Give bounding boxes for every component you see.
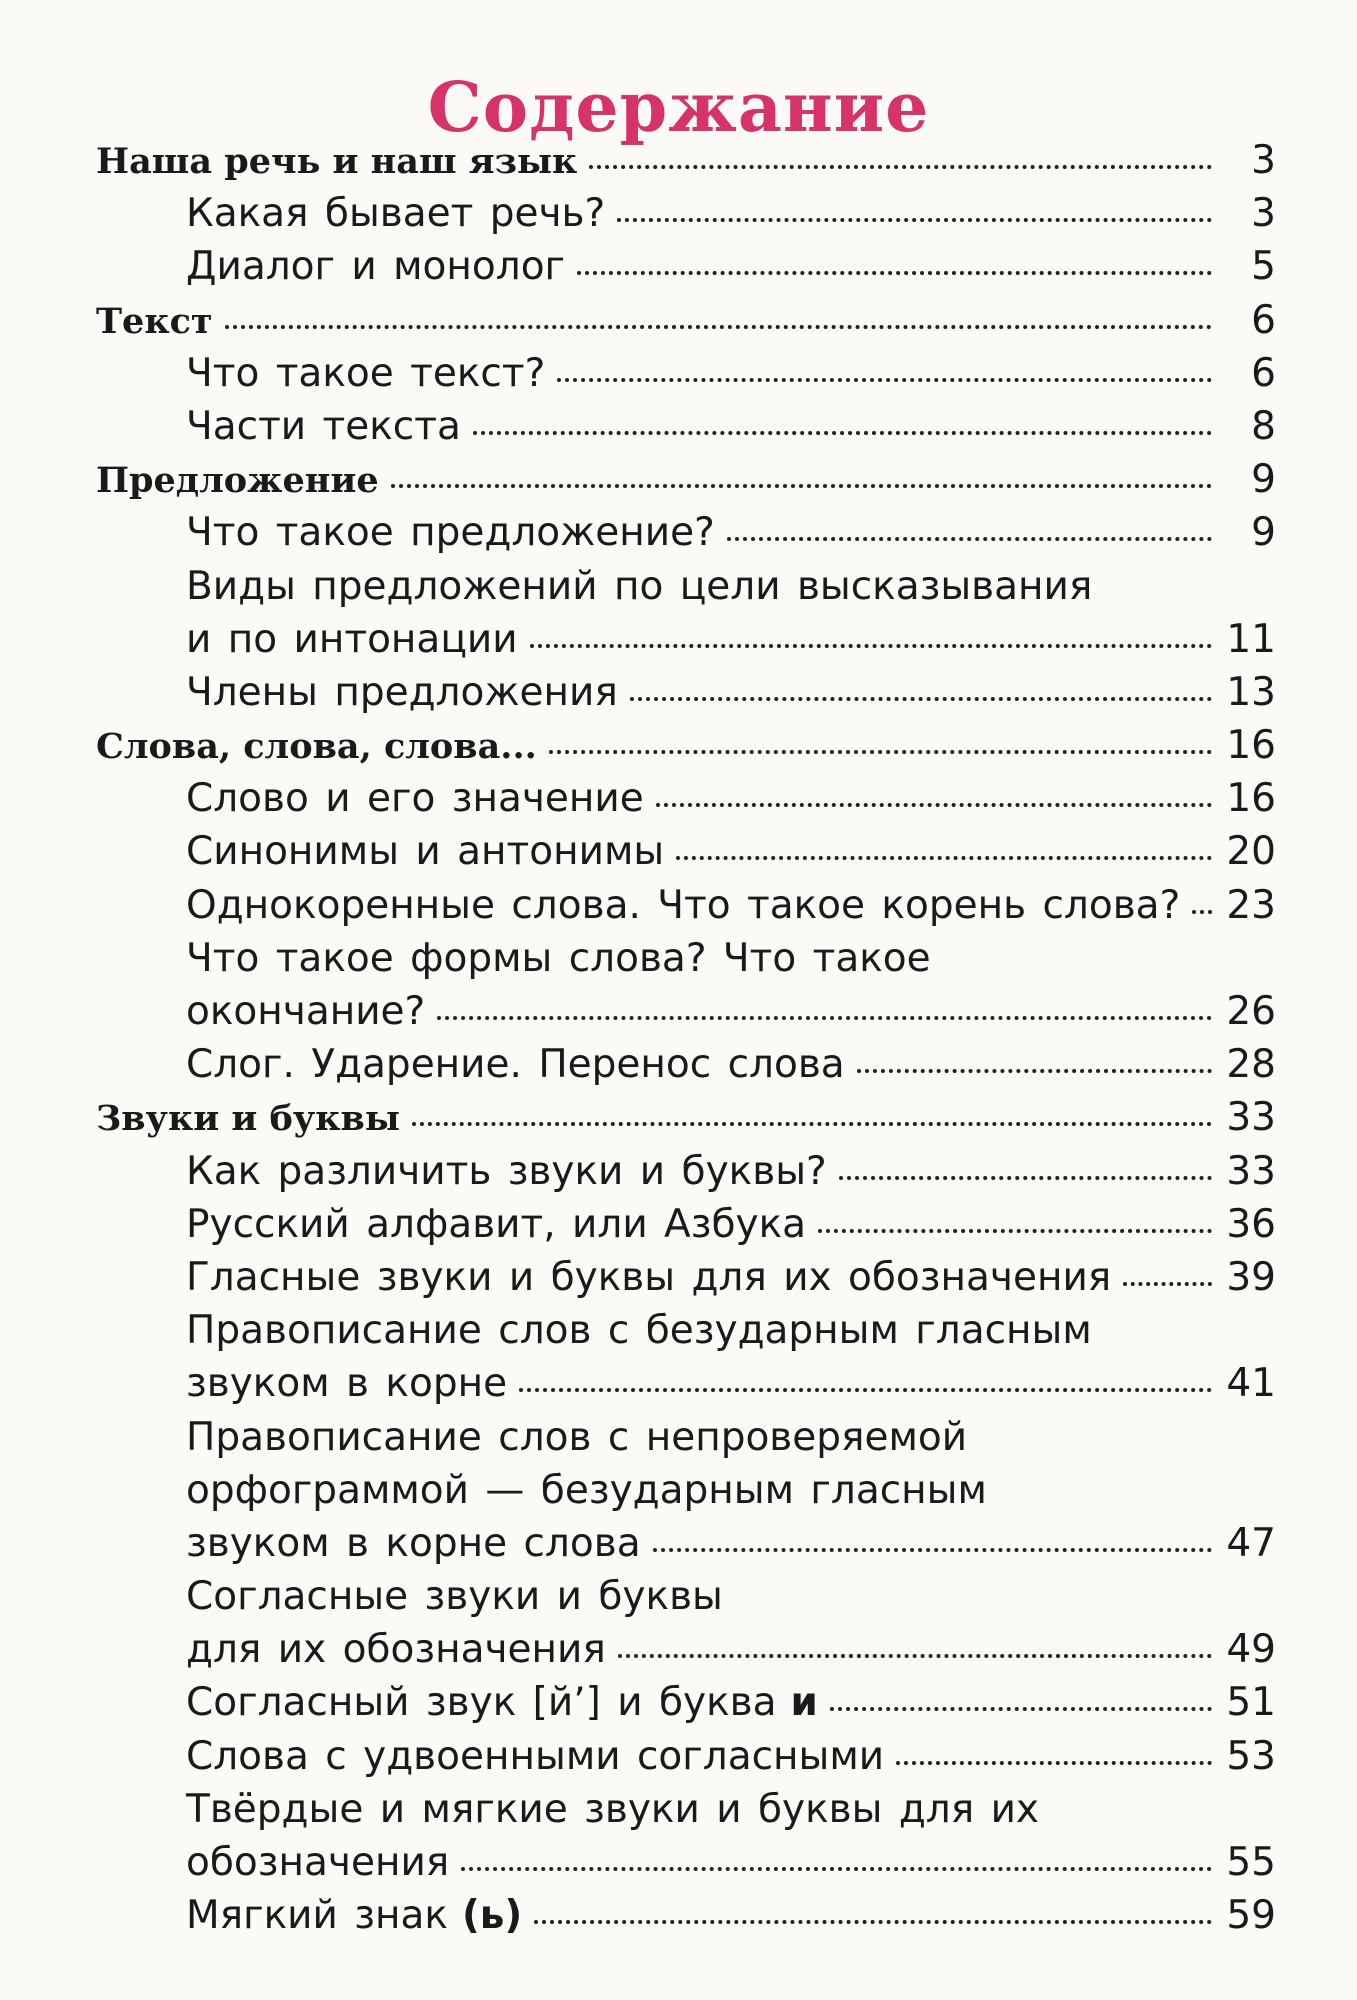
toc-page-number: 53	[1226, 1733, 1276, 1779]
dot-leader	[839, 1166, 1212, 1180]
toc-subsection-entry	[96, 1251, 1276, 1304]
toc-page-number: 28	[1226, 1042, 1276, 1088]
toc-entry-title: Слово и его значение	[186, 776, 644, 822]
toc-entry-title: Твёрдые и мягкие звуки и буквы для их	[186, 1786, 1039, 1832]
toc-entry-title: звуком в корне	[186, 1361, 508, 1407]
dot-leader	[391, 474, 1212, 488]
table-of-contents	[96, 134, 1276, 1942]
dot-leader	[896, 1751, 1212, 1765]
toc-subsection-entry	[96, 400, 1276, 453]
toc-line	[96, 879, 1276, 932]
toc-entry-title: Согласные звуки и буквы	[186, 1574, 723, 1620]
toc-line	[96, 1623, 1276, 1676]
toc-line	[96, 134, 1276, 187]
toc-entry-title: Предложение	[96, 460, 379, 502]
toc-line	[96, 400, 1276, 453]
toc-line	[96, 1464, 1276, 1517]
dot-leader	[653, 1538, 1212, 1552]
toc-page-number: 6	[1251, 350, 1276, 396]
toc-entry-title: обозначения	[186, 1840, 450, 1885]
toc-entry-title: для их обозначения	[186, 1627, 606, 1673]
dot-leader	[618, 1644, 1212, 1658]
toc-subsection-entry	[96, 240, 1276, 293]
toc-subsection-entry	[96, 1038, 1276, 1091]
toc-entry-title: Что такое формы слова? Что такое	[186, 935, 931, 981]
toc-line	[96, 985, 1276, 1038]
toc-line	[96, 347, 1276, 400]
toc-subsection-entry	[96, 1889, 1276, 1942]
dot-leader	[1192, 900, 1212, 914]
toc-entry-title: Русский алфавит, или Азбука	[186, 1201, 807, 1247]
toc-page-number: 41	[1226, 1361, 1276, 1407]
toc-entry-title: Что такое текст?	[186, 350, 546, 396]
dot-leader	[656, 793, 1212, 807]
toc-page-number: 23	[1226, 882, 1276, 928]
dot-leader	[589, 155, 1212, 169]
toc-subsection-entry	[96, 560, 1276, 666]
dot-leader	[225, 315, 1212, 329]
toc-line	[96, 1730, 1276, 1783]
toc-subsection-entry	[96, 1145, 1276, 1198]
dot-leader	[412, 1112, 1212, 1126]
dot-leader	[461, 1857, 1212, 1871]
toc-entry-title: Части текста	[186, 403, 461, 449]
toc-entry-title: Согласный звук [й’] и буква	[186, 1680, 777, 1726]
toc-page-number: 51	[1226, 1680, 1276, 1726]
toc-entry-title: Слог. Ударение. Перенос слова	[186, 1042, 845, 1088]
toc-line	[96, 1091, 1276, 1144]
toc-subsection-entry	[96, 879, 1276, 932]
toc-section-entry	[96, 719, 1276, 772]
toc-line	[96, 1570, 1276, 1623]
dot-leader	[530, 634, 1212, 648]
dot-leader	[818, 1219, 1212, 1233]
toc-subsection-entry	[96, 1570, 1276, 1676]
dot-leader	[549, 740, 1212, 754]
dot-leader	[534, 1910, 1212, 1924]
toc-line	[96, 666, 1276, 719]
toc-entry-title: и по интонации	[186, 616, 518, 662]
toc-subsection-entry	[96, 1783, 1276, 1889]
toc-line	[96, 506, 1276, 559]
dot-leader	[630, 687, 1212, 701]
toc-line	[96, 772, 1276, 825]
toc-subsection-entry	[96, 932, 1276, 1038]
dot-leader	[557, 368, 1212, 382]
toc-line	[96, 1889, 1276, 1942]
toc-page-number: 9	[1251, 510, 1276, 556]
dot-leader	[727, 527, 1212, 541]
toc-section-entry	[96, 294, 1276, 347]
toc-entry-title: Виды предложений по цели высказывания	[186, 563, 1093, 609]
toc-subsection-entry	[96, 666, 1276, 719]
toc-page-number: 11	[1226, 616, 1276, 662]
toc-subsection-entry	[96, 825, 1276, 878]
toc-page-number: 6	[1251, 297, 1276, 343]
toc-entry-title: Гласные звуки и буквы для их обозначения	[186, 1254, 1112, 1300]
toc-page-number: 3	[1251, 191, 1276, 237]
toc-page-number: 5	[1251, 244, 1276, 290]
toc-section-entry	[96, 453, 1276, 506]
toc-entry-title: Наша речь и наш язык	[96, 141, 578, 182]
toc-page-number: 36	[1226, 1201, 1276, 1247]
toc-entry-title: Звуки и буквы	[96, 1098, 400, 1140]
toc-subsection-entry	[96, 347, 1276, 400]
toc-subsection-entry	[96, 1304, 1276, 1410]
toc-page-number: 8	[1251, 403, 1276, 449]
toc-subsection-entry	[96, 506, 1276, 559]
toc-line	[96, 1517, 1276, 1570]
toc-line	[96, 932, 1276, 985]
toc-line	[96, 1783, 1276, 1836]
toc-page-number: 3	[1251, 138, 1276, 183]
toc-page-number: 59	[1226, 1893, 1276, 1939]
toc-line	[96, 1251, 1276, 1304]
toc-page-number: 33	[1226, 1148, 1276, 1194]
toc-page-number: 55	[1226, 1840, 1276, 1885]
toc-line	[96, 1198, 1276, 1251]
toc-entry-title: Правописание слов с безударным гласным	[186, 1308, 1092, 1354]
toc-line	[96, 240, 1276, 293]
toc-page-number: 16	[1226, 723, 1276, 769]
toc-entry-title: Синонимы и антонимы	[186, 829, 665, 875]
dot-leader	[1123, 1272, 1212, 1286]
toc-line	[96, 294, 1276, 347]
toc-entry-title: звуком в корне слова	[186, 1520, 641, 1566]
toc-page-number: 16	[1226, 776, 1276, 822]
toc-page-number: 13	[1226, 669, 1276, 715]
toc-section-entry	[96, 134, 1276, 187]
toc-page-number: 20	[1226, 829, 1276, 875]
toc-page-number: 26	[1226, 989, 1276, 1034]
toc-subsection-entry	[96, 772, 1276, 825]
toc-line	[96, 1676, 1276, 1729]
toc-entry-title: Мягкий знак	[186, 1893, 448, 1939]
toc-page-number: 47	[1226, 1520, 1276, 1566]
toc-line	[96, 1038, 1276, 1091]
toc-entry-title: Слова с удвоенными согласными	[186, 1733, 885, 1779]
toc-entry-title: Как различить звуки и буквы?	[186, 1148, 827, 1194]
toc-subsection-entry	[96, 1411, 1276, 1571]
dot-leader	[473, 421, 1212, 435]
toc-line	[96, 560, 1276, 613]
toc-entry-title: Какая бывает речь?	[186, 191, 606, 237]
dot-leader	[617, 208, 1212, 222]
toc-line	[96, 1357, 1276, 1410]
toc-page-number: 9	[1251, 457, 1276, 503]
dot-leader	[830, 1697, 1212, 1711]
toc-entry-bold-letter: (ь)	[461, 1893, 523, 1939]
toc-entry-title: орфограммой — безударным гласным	[186, 1467, 987, 1513]
toc-line	[96, 1836, 1276, 1889]
toc-entry-title: окончание?	[186, 989, 426, 1034]
toc-line	[96, 613, 1276, 666]
toc-section-entry	[96, 1091, 1276, 1144]
toc-subsection-entry	[96, 187, 1276, 240]
dot-leader	[857, 1059, 1212, 1073]
toc-line	[96, 719, 1276, 772]
toc-entry-title: Правописание слов с непроверяемой	[186, 1414, 968, 1460]
toc-line	[96, 1145, 1276, 1198]
toc-page-number: 49	[1226, 1627, 1276, 1673]
dot-leader	[437, 1006, 1212, 1020]
toc-entry-title: Члены предложения	[186, 669, 618, 715]
toc-line	[96, 187, 1276, 240]
toc-subsection-entry	[96, 1198, 1276, 1251]
toc-line	[96, 1411, 1276, 1464]
toc-line	[96, 453, 1276, 506]
toc-entry-title: Текст	[96, 300, 213, 342]
toc-entry-bold-letter: и	[790, 1680, 818, 1726]
page-title: Содержание	[427, 67, 930, 148]
toc-entry-title: Однокоренные слова. Что такое корень слова?	[186, 882, 1181, 928]
toc-entry-title: Диалог и монолог	[186, 244, 566, 290]
toc-entry-title: Слова, слова, слова...	[96, 726, 537, 768]
toc-page-number: 33	[1226, 1095, 1276, 1141]
toc-page-number: 39	[1226, 1254, 1276, 1300]
dot-leader	[577, 261, 1212, 275]
toc-line	[96, 1304, 1276, 1357]
toc-line	[96, 825, 1276, 878]
toc-subsection-entry	[96, 1730, 1276, 1783]
toc-entry-title: Что такое предложение?	[186, 510, 715, 556]
toc-subsection-entry	[96, 1676, 1276, 1729]
dot-leader	[519, 1378, 1212, 1392]
dot-leader	[676, 846, 1212, 860]
